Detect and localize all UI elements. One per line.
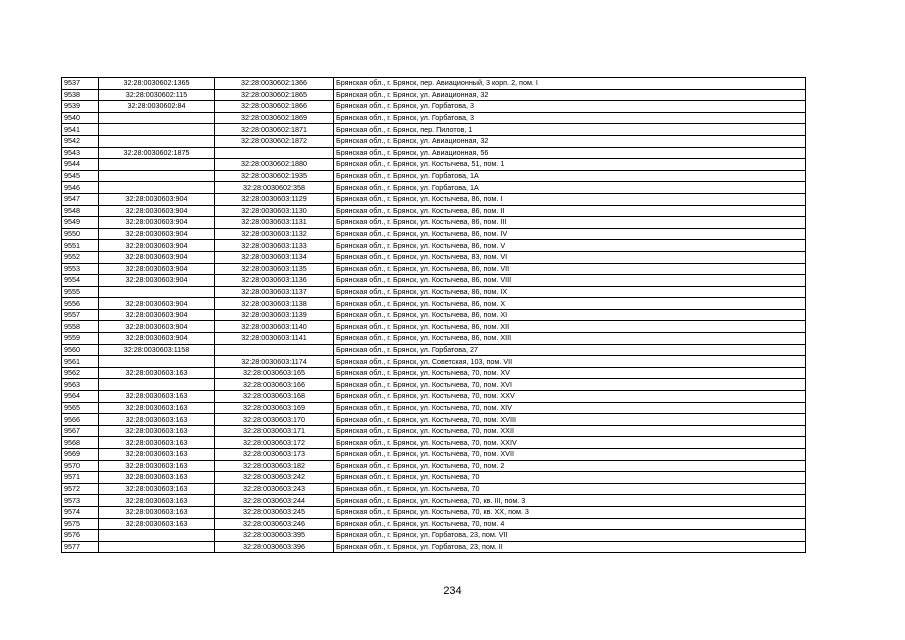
row-number-cell: 9558 [62, 321, 99, 333]
parent-cadastral-number-cell [99, 286, 215, 298]
address-cell: Брянская обл., г. Брянск, ул. Горбатова, 3 [334, 112, 806, 124]
address-cell: Брянская обл., г. Брянск, ул. Костычева, 70, пом. XV [334, 367, 806, 379]
row-number-cell: 9554 [62, 275, 99, 287]
parent-cadastral-number-cell: 32:28:0030603:904 [99, 228, 215, 240]
address-cell: Брянская обл., г. Брянск, ул. Горбатова, 1А [334, 170, 806, 182]
parent-cadastral-number-cell: 32:28:0030603:904 [99, 251, 215, 263]
row-number-cell: 9547 [62, 193, 99, 205]
parent-cadastral-number-cell: 32:28:0030603:163 [99, 495, 215, 507]
parent-cadastral-number-cell: 32:28:0030603:163 [99, 518, 215, 530]
row-number-cell: 9539 [62, 101, 99, 113]
row-number-cell: 9537 [62, 78, 99, 90]
row-number-cell: 9541 [62, 124, 99, 136]
cadastral-number-cell: 32:28:0030603:1136 [215, 275, 334, 287]
cadastral-number-cell: 32:28:0030602:1872 [215, 135, 334, 147]
row-number-cell: 9567 [62, 425, 99, 437]
parent-cadastral-number-cell [99, 182, 215, 194]
address-cell: Брянская обл., г. Брянск, ул. Костычева, 86, пом. X [334, 298, 806, 310]
row-number-cell: 9568 [62, 437, 99, 449]
parent-cadastral-number-cell [99, 159, 215, 171]
address-cell: Брянская обл., г. Брянск, ул. Костычева, 86, пом. XI [334, 309, 806, 321]
cadastral-number-cell: 32:28:0030603:1174 [215, 356, 334, 368]
address-cell: Брянская обл., г. Брянск, ул. Костычева, 86, пом. XII [334, 321, 806, 333]
address-cell: Брянская обл., г. Брянск, ул. Костычева, 70, пом. XIV [334, 402, 806, 414]
cadastral-number-cell [215, 147, 334, 159]
cadastral-number-cell: 32:28:0030603:1137 [215, 286, 334, 298]
parent-cadastral-number-cell: 32:28:0030603:163 [99, 483, 215, 495]
table-row [62, 263, 806, 275]
parent-cadastral-number-cell: 32:28:0030602:115 [99, 89, 215, 101]
table-row [62, 251, 806, 263]
cadastral-number-cell: 32:28:0030603:1132 [215, 228, 334, 240]
table-row [62, 217, 806, 229]
address-cell: Брянская обл., г. Брянск, ул. Костычева, 86, пом. II [334, 205, 806, 217]
cadastral-number-cell: 32:28:0030602:358 [215, 182, 334, 194]
table-row [62, 101, 806, 113]
table-row [62, 425, 806, 437]
table-row [62, 495, 806, 507]
address-cell: Брянская обл., г. Брянск, ул. Костычева, 86, пом. III [334, 217, 806, 229]
cadastral-number-cell: 32:28:0030603:170 [215, 414, 334, 426]
table-row [62, 472, 806, 484]
table-row [62, 135, 806, 147]
row-number-cell: 9538 [62, 89, 99, 101]
address-cell: Брянская обл., г. Брянск, ул. Костычева, 70, пом. 4 [334, 518, 806, 530]
cadastral-number-cell: 32:28:0030602:1871 [215, 124, 334, 136]
cadastral-number-cell: 32:28:0030603:1133 [215, 240, 334, 252]
parent-cadastral-number-cell: 32:28:0030602:1365 [99, 78, 215, 90]
parent-cadastral-number-cell [99, 379, 215, 391]
parent-cadastral-number-cell: 32:28:0030603:163 [99, 367, 215, 379]
address-cell: Брянская обл., г. Брянск, ул. Костычева, 86, пом. IX [334, 286, 806, 298]
page-number: 234 [443, 585, 462, 597]
table-row [62, 518, 806, 530]
row-number-cell: 9550 [62, 228, 99, 240]
table-row [62, 321, 806, 333]
address-cell: Брянская обл., г. Брянск, ул. Авиационная, 32 [334, 89, 806, 101]
cadastral-number-cell: 32:28:0030603:171 [215, 425, 334, 437]
address-cell: Брянская обл., г. Брянск, ул. Авиационная, 56 [334, 147, 806, 159]
cadastral-number-cell: 32:28:0030602:1935 [215, 170, 334, 182]
cadastral-number-cell: 32:28:0030603:243 [215, 483, 334, 495]
table-row [62, 483, 806, 495]
address-cell: Брянская обл., г. Брянск, ул. Костычева, 70, пом. XVII [334, 449, 806, 461]
row-number-cell: 9561 [62, 356, 99, 368]
address-cell: Брянская обл., г. Брянск, ул. Костычева, 70, кв. III, пом. 3 [334, 495, 806, 507]
address-cell: Брянская обл., г. Брянск, пер. Пилотов, 1 [334, 124, 806, 136]
cadastral-number-cell: 32:28:0030603:244 [215, 495, 334, 507]
parent-cadastral-number-cell: 32:28:0030603:163 [99, 437, 215, 449]
row-number-cell: 9560 [62, 344, 99, 356]
cadastral-number-cell: 32:28:0030603:396 [215, 541, 334, 553]
parent-cadastral-number-cell: 32:28:0030603:904 [99, 217, 215, 229]
row-number-cell: 9548 [62, 205, 99, 217]
address-cell: Брянская обл., г. Брянск, ул. Костычева, 51, пом. 1 [334, 159, 806, 171]
address-cell: Брянская обл., г. Брянск, ул. Советская, 103, пом. VII [334, 356, 806, 368]
parent-cadastral-number-cell: 32:28:0030603:163 [99, 449, 215, 461]
row-number-cell: 9564 [62, 391, 99, 403]
cadastral-number-cell: 32:28:0030603:1131 [215, 217, 334, 229]
table-row [62, 530, 806, 542]
address-cell: Брянская обл., г. Брянск, ул. Костычева, 70 [334, 472, 806, 484]
cadastral-number-cell: 32:28:0030602:1865 [215, 89, 334, 101]
cadastral-number-cell: 32:28:0030603:1129 [215, 193, 334, 205]
row-number-cell: 9556 [62, 298, 99, 310]
row-number-cell: 9557 [62, 309, 99, 321]
address-cell: Брянская обл., г. Брянск, ул. Костычева, 86, пом. V [334, 240, 806, 252]
table-row [62, 344, 806, 356]
cadastral-number-cell: 32:28:0030603:182 [215, 460, 334, 472]
address-cell: Брянская обл., г. Брянск, ул. Горбатова, 23, пом. VII [334, 530, 806, 542]
row-number-cell: 9573 [62, 495, 99, 507]
cadastral-number-cell: 32:28:0030603:1141 [215, 333, 334, 345]
table-row [62, 193, 806, 205]
row-number-cell: 9559 [62, 333, 99, 345]
cadastral-number-cell: 32:28:0030602:1366 [215, 78, 334, 90]
address-cell: Брянская обл., г. Брянск, ул. Костычева, 70, пом. XVI [334, 379, 806, 391]
cadastral-number-cell: 32:28:0030603:245 [215, 506, 334, 518]
row-number-cell: 9555 [62, 286, 99, 298]
cadastral-number-cell: 32:28:0030603:395 [215, 530, 334, 542]
address-cell: Брянская обл., г. Брянск, ул. Горбатова, 1А [334, 182, 806, 194]
cadastral-number-cell: 32:28:0030603:1130 [215, 205, 334, 217]
parent-cadastral-number-cell [99, 170, 215, 182]
table-row [62, 333, 806, 345]
table-row [62, 506, 806, 518]
address-cell: Брянская обл., г. Брянск, ул. Костычева, 70, пом. XVIII [334, 414, 806, 426]
parent-cadastral-number-cell [99, 124, 215, 136]
row-number-cell: 9563 [62, 379, 99, 391]
address-cell: Брянская обл., г. Брянск, ул. Костычева, 86, пом. VII [334, 263, 806, 275]
address-cell: Брянская обл., г. Брянск, ул. Костычева, 70 [334, 483, 806, 495]
parent-cadastral-number-cell: 32:28:0030603:904 [99, 321, 215, 333]
cadastral-number-cell: 32:28:0030603:1134 [215, 251, 334, 263]
table-row [62, 449, 806, 461]
address-cell: Брянская обл., г. Брянск, ул. Костычева, 70, пом. 2 [334, 460, 806, 472]
table-row [62, 460, 806, 472]
table-row [62, 414, 806, 426]
cadastral-number-cell: 32:28:0030603:169 [215, 402, 334, 414]
cadastral-number-cell: 32:28:0030603:168 [215, 391, 334, 403]
registry-table-body [62, 78, 806, 553]
cadastral-number-cell: 32:28:0030603:1135 [215, 263, 334, 275]
row-number-cell: 9543 [62, 147, 99, 159]
row-number-cell: 9545 [62, 170, 99, 182]
parent-cadastral-number-cell: 32:28:0030603:904 [99, 309, 215, 321]
row-number-cell: 9574 [62, 506, 99, 518]
table-row [62, 391, 806, 403]
table-row [62, 275, 806, 287]
parent-cadastral-number-cell: 32:28:0030603:904 [99, 240, 215, 252]
row-number-cell: 9577 [62, 541, 99, 553]
row-number-cell: 9569 [62, 449, 99, 461]
row-number-cell: 9571 [62, 472, 99, 484]
cadastral-number-cell: 32:28:0030603:1139 [215, 309, 334, 321]
cadastral-number-cell: 32:28:0030603:166 [215, 379, 334, 391]
table-row [62, 286, 806, 298]
address-cell: Брянская обл., г. Брянск, ул. Костычева, 70, пом. XXIV [334, 437, 806, 449]
row-number-cell: 9575 [62, 518, 99, 530]
address-cell: Брянская обл., г. Брянск, ул. Костычева, 86, пом. XIII [334, 333, 806, 345]
cadastral-number-cell: 32:28:0030603:1138 [215, 298, 334, 310]
table-row [62, 112, 806, 124]
parent-cadastral-number-cell: 32:28:0030603:904 [99, 333, 215, 345]
row-number-cell: 9551 [62, 240, 99, 252]
address-cell: Брянская обл., г. Брянск, ул. Костычева, 86, пом. IV [334, 228, 806, 240]
cadastral-number-cell: 32:28:0030602:1869 [215, 112, 334, 124]
parent-cadastral-number-cell: 32:28:0030603:904 [99, 298, 215, 310]
address-cell: Брянская обл., г. Брянск, ул. Костычева, 70, пом. XXII [334, 425, 806, 437]
row-number-cell: 9566 [62, 414, 99, 426]
parent-cadastral-number-cell: 32:28:0030603:904 [99, 205, 215, 217]
table-row [62, 541, 806, 553]
parent-cadastral-number-cell: 32:28:0030603:163 [99, 425, 215, 437]
table-row [62, 147, 806, 159]
table-row [62, 309, 806, 321]
row-number-cell: 9576 [62, 530, 99, 542]
row-number-cell: 9540 [62, 112, 99, 124]
cadastral-number-cell: 32:28:0030603:246 [215, 518, 334, 530]
table-row [62, 402, 806, 414]
row-number-cell: 9565 [62, 402, 99, 414]
cadastral-number-cell: 32:28:0030603:165 [215, 367, 334, 379]
address-cell: Брянская обл., г. Брянск, ул. Авиационная, 32 [334, 135, 806, 147]
cadastral-number-cell: 32:28:0030602:1880 [215, 159, 334, 171]
table-row [62, 356, 806, 368]
table-row [62, 159, 806, 171]
table-row [62, 78, 806, 90]
address-cell: Брянская обл., г. Брянск, ул. Горбатова, 27 [334, 344, 806, 356]
table-row [62, 379, 806, 391]
table-row [62, 367, 806, 379]
row-number-cell: 9546 [62, 182, 99, 194]
row-number-cell: 9544 [62, 159, 99, 171]
table-row [62, 124, 806, 136]
address-cell: Брянская обл., г. Брянск, ул. Костычева, 70, пом. XXV [334, 391, 806, 403]
table-row [62, 89, 806, 101]
address-cell: Брянская обл., г. Брянск, ул. Костычева, 86, пом. I [334, 193, 806, 205]
row-number-cell: 9542 [62, 135, 99, 147]
parent-cadastral-number-cell: 32:28:0030603:163 [99, 460, 215, 472]
cadastral-number-cell: 32:28:0030603:173 [215, 449, 334, 461]
address-cell: Брянская обл., г. Брянск, ул. Горбатова, 3 [334, 101, 806, 113]
parent-cadastral-number-cell: 32:28:0030603:163 [99, 506, 215, 518]
address-cell: Брянская обл., г. Брянск, ул. Костычева, 86, пом. VIII [334, 275, 806, 287]
parent-cadastral-number-cell [99, 135, 215, 147]
table-row [62, 182, 806, 194]
address-cell: Брянская обл., г. Брянск, пер. Авиационный, 3 корп. 2, пом. I [334, 78, 806, 90]
table-row [62, 205, 806, 217]
address-cell: Брянская обл., г. Брянск, ул. Горбатова, 23, пом. II [334, 541, 806, 553]
row-number-cell: 9552 [62, 251, 99, 263]
address-cell: Брянская обл., г. Брянск, ул. Костычева, 70, кв. XX, пом. 3 [334, 506, 806, 518]
parent-cadastral-number-cell: 32:28:0030603:163 [99, 472, 215, 484]
table-row [62, 437, 806, 449]
parent-cadastral-number-cell: 32:28:0030603:904 [99, 263, 215, 275]
cadastral-number-cell: 32:28:0030603:1140 [215, 321, 334, 333]
parent-cadastral-number-cell: 32:28:0030602:1875 [99, 147, 215, 159]
parent-cadastral-number-cell: 32:28:0030603:163 [99, 402, 215, 414]
table-row [62, 170, 806, 182]
table-row [62, 240, 806, 252]
address-cell: Брянская обл., г. Брянск, ул. Костычева, 83, пом. VI [334, 251, 806, 263]
parent-cadastral-number-cell [99, 530, 215, 542]
row-number-cell: 9549 [62, 217, 99, 229]
registry-table [61, 77, 806, 553]
table-row [62, 298, 806, 310]
parent-cadastral-number-cell [99, 541, 215, 553]
parent-cadastral-number-cell: 32:28:0030603:163 [99, 414, 215, 426]
parent-cadastral-number-cell: 32:28:0030603:1158 [99, 344, 215, 356]
parent-cadastral-number-cell: 32:28:0030603:904 [99, 275, 215, 287]
cadastral-number-cell: 32:28:0030602:1866 [215, 101, 334, 113]
cadastral-number-cell: 32:28:0030603:172 [215, 437, 334, 449]
row-number-cell: 9553 [62, 263, 99, 275]
parent-cadastral-number-cell: 32:28:0030602:84 [99, 101, 215, 113]
cadastral-number-cell: 32:28:0030603:242 [215, 472, 334, 484]
row-number-cell: 9572 [62, 483, 99, 495]
parent-cadastral-number-cell [99, 112, 215, 124]
cadastral-number-cell [215, 344, 334, 356]
row-number-cell: 9570 [62, 460, 99, 472]
row-number-cell: 9562 [62, 367, 99, 379]
parent-cadastral-number-cell: 32:28:0030603:904 [99, 193, 215, 205]
parent-cadastral-number-cell: 32:28:0030603:163 [99, 391, 215, 403]
parent-cadastral-number-cell [99, 356, 215, 368]
table-row [62, 228, 806, 240]
